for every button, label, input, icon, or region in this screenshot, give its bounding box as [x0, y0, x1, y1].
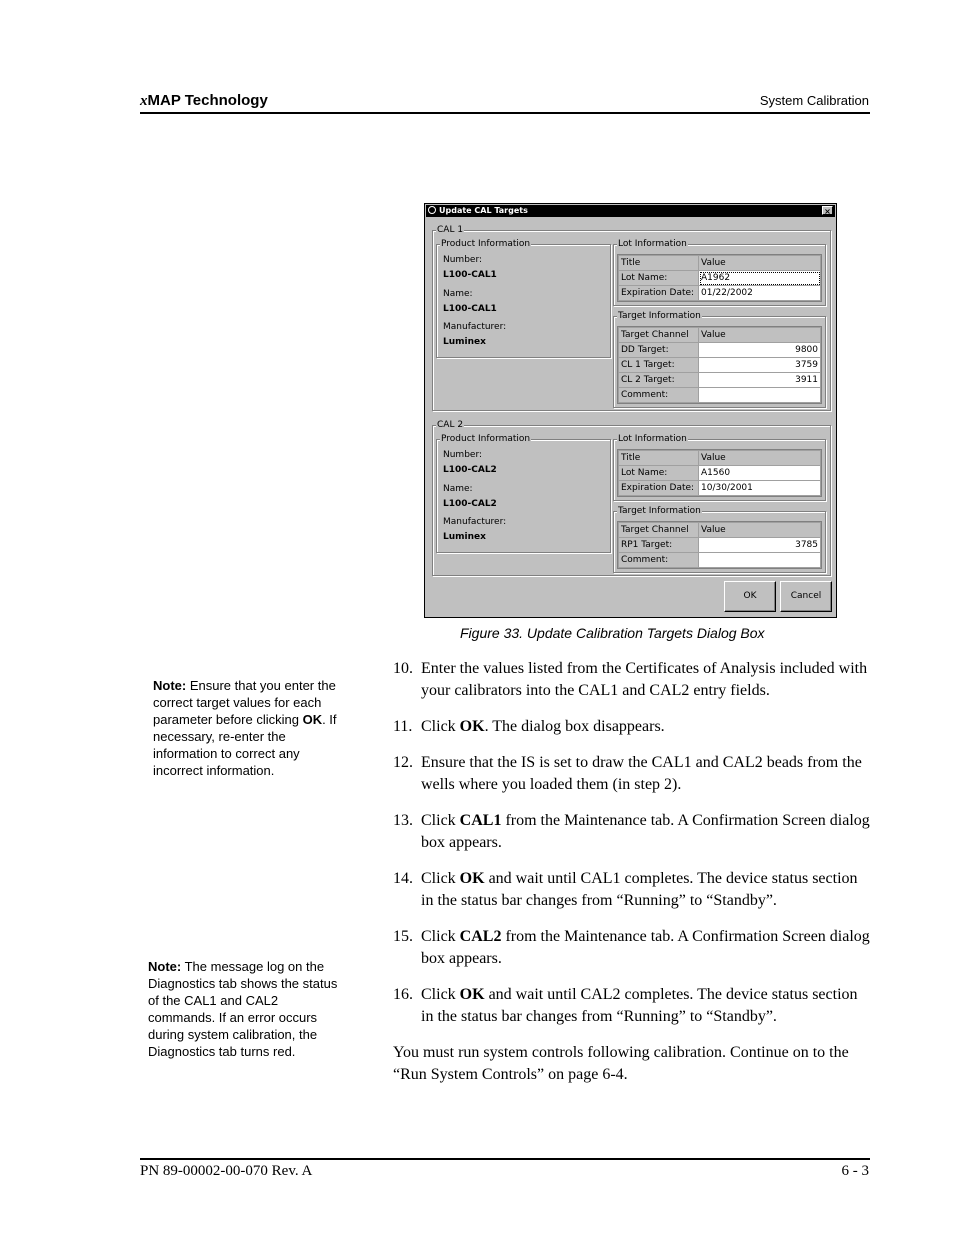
cal2-product-info-label: Product Information: [441, 434, 531, 444]
cal2-lot-grid: [617, 449, 822, 497]
app-icon: [428, 206, 436, 214]
step-item: [393, 868, 871, 912]
note2-text: The message log on the Diagnostics tab shows the status of the CAL1 and CAL2 commands. If an error occurs during system calibration, the Diagnostics tab turns red.: [148, 959, 338, 1059]
step-text: Click: [421, 928, 460, 945]
running-header-title: [140, 92, 268, 110]
cal2-product-info-group: [436, 434, 611, 553]
cal1-number-value: L100-CAL1: [443, 270, 497, 280]
step-item: [393, 984, 871, 1028]
cl2-target-label: CL 2 Target:: [619, 373, 699, 388]
step-number: 12.: [393, 754, 413, 771]
step-item: [393, 752, 871, 796]
cl1-target-label: CL 1 Target:: [619, 358, 699, 373]
cal2-lot-info-label: Lot Information: [618, 434, 687, 444]
step-bold: OK: [459, 870, 485, 887]
ok-button[interactable]: OK: [724, 581, 776, 612]
step-item: [393, 716, 871, 738]
cal2-target-info-group: [613, 506, 826, 573]
cal1-comment-label: Comment:: [619, 388, 699, 403]
cal1-manufacturer-label: Manufacturer:: [443, 322, 507, 332]
procedure-steps: [393, 658, 871, 1086]
cal2-group: [432, 420, 831, 576]
cal2-name-label: Name:: [443, 484, 473, 494]
cal1-product-info-group: [436, 239, 611, 358]
step-text-after: from the Maintenance tab. A Confirmation Screen dialog box appears.: [421, 928, 870, 967]
step-bold: OK: [459, 986, 485, 1003]
figure-caption: Figure 33. Update Calibration Targets Dialog Box: [460, 625, 765, 641]
cal1-target-grid: [617, 326, 822, 404]
cal1-lot-grid: [617, 254, 822, 302]
step-number: 13.: [393, 812, 413, 829]
note1-lead: Note:: [153, 678, 187, 693]
cal2-target-info-label: Target Information: [618, 506, 701, 516]
cl2-target-cell[interactable]: 3911: [699, 373, 821, 388]
cal1-product-info-label: Product Information: [441, 239, 531, 249]
cal2-comment-cell[interactable]: [699, 553, 821, 568]
step-text: Click: [421, 986, 460, 1003]
step-text-after: and wait until CAL2 completes. The device status section in the status bar changes from “Running” to “Standby”.: [421, 986, 858, 1025]
rp1-target-cell[interactable]: 3785: [699, 538, 821, 553]
note2-lead: Note:: [148, 959, 182, 974]
step-text-after: and wait until CAL1 completes. The device status section in the status bar changes from “Running” to “Standby”.: [421, 870, 858, 909]
step-bold: OK: [459, 718, 485, 735]
step-item: [393, 926, 871, 970]
cal1-name-value: L100-CAL1: [443, 304, 497, 314]
step-item: [393, 810, 871, 854]
lot-name-cell[interactable]: A1962: [699, 271, 821, 286]
cl1-target-cell[interactable]: 3759: [699, 358, 821, 373]
footer-page-number: 6 - 3: [841, 1163, 869, 1179]
lot-name-label: Lot Name:: [619, 271, 699, 286]
note1-text-1: Ensure that you enter the correct target values for each parameter before clicking: [153, 678, 336, 727]
step-number: 11.: [393, 718, 413, 735]
cal1-group-label: CAL 1: [437, 225, 464, 235]
expiration-date-cell[interactable]: 01/22/2002: [699, 286, 821, 301]
dialog-title-bar: [426, 205, 835, 217]
cal2-number-value: L100-CAL2: [443, 465, 497, 475]
close-icon[interactable]: ×: [822, 206, 833, 215]
step-bold: CAL1: [459, 812, 502, 829]
update-cal-targets-dialog: [424, 203, 837, 618]
step-text: Ensure that the IS is set to draw the CAL1 and CAL2 beads from the wells where you loaded them (in step 2).: [421, 754, 862, 793]
cal2-group-label: CAL 2: [437, 420, 464, 430]
note1-text-2: . If necessary, re-enter the information to correct any incorrect information.: [153, 712, 337, 778]
cal1-name-label: Name:: [443, 289, 473, 299]
dd-target-label: DD Target:: [619, 343, 699, 358]
step-text: Enter the values listed from the Certificates of Analysis included with your calibrators into the CAL1 and CAL2 entry fields.: [421, 660, 868, 699]
dd-target-cell[interactable]: 9800: [699, 343, 821, 358]
cal2-comment-label: Comment:: [619, 553, 699, 568]
cal2-number-label: Number:: [443, 450, 483, 460]
lot-name-cell[interactable]: A1560: [699, 466, 821, 481]
lot-name-label: Lot Name:: [619, 466, 699, 481]
cal1-lot-info-group: [613, 239, 826, 306]
step-text: Click: [421, 812, 460, 829]
step-number: 14.: [393, 870, 413, 887]
target-header-channel: Target Channel: [619, 328, 699, 343]
rp1-target-label: RP1 Target:: [619, 538, 699, 553]
lot-header-title: Title: [619, 451, 699, 466]
cal1-target-info-label: Target Information: [618, 311, 701, 321]
header-title-prefix: x: [140, 93, 148, 109]
step-text: Click: [421, 718, 460, 735]
expiration-date-label: Expiration Date:: [619, 481, 699, 496]
lot-header-value: Value: [699, 451, 821, 466]
lot-header-title: Title: [619, 256, 699, 271]
cal2-target-grid: [617, 521, 822, 569]
running-header-section: System Calibration: [759, 93, 869, 108]
note-message-log: [148, 958, 346, 1060]
step-text: Click: [421, 870, 460, 887]
step-item: [393, 658, 871, 702]
target-header-channel: Target Channel: [619, 523, 699, 538]
header-title-rest: MAP Technology: [147, 92, 268, 109]
cal1-lot-info-label: Lot Information: [618, 239, 687, 249]
dialog-title: Update CAL Targets: [439, 206, 528, 215]
cal1-target-info-group: [613, 311, 826, 408]
lot-header-value: Value: [699, 256, 821, 271]
cal2-manufacturer-value: Luminex: [443, 532, 486, 542]
footer-rule: [140, 1158, 870, 1160]
cal1-comment-cell[interactable]: [699, 388, 821, 403]
closing-paragraph: You must run system controls following calibration. Continue on to the “Run System Controls” on page 6-4.: [393, 1044, 849, 1083]
step-bold: CAL2: [459, 928, 502, 945]
target-header-value: Value: [699, 523, 821, 538]
step-number: 10.: [393, 660, 413, 677]
step-number: 16.: [393, 986, 413, 1003]
cal2-name-value: L100-CAL2: [443, 499, 497, 509]
footer-part-number: PN 89-00002-00-070 Rev. A: [140, 1163, 313, 1179]
note1-bold: OK: [302, 712, 323, 727]
step-number: 15.: [393, 928, 413, 945]
expiration-date-cell[interactable]: 10/30/2001: [699, 481, 821, 496]
cal1-group: [432, 225, 831, 411]
step-text-after: from the Maintenance tab. A Confirmation Screen dialog box appears.: [421, 812, 870, 851]
step-text-after: . The dialog box disappears.: [484, 718, 665, 735]
cal2-manufacturer-label: Manufacturer:: [443, 517, 507, 527]
target-header-value: Value: [699, 328, 821, 343]
cal2-lot-info-group: [613, 434, 826, 501]
note-target-values: [153, 677, 348, 779]
header-rule: [140, 112, 870, 114]
cancel-button[interactable]: Cancel: [780, 581, 832, 612]
cal1-manufacturer-value: Luminex: [443, 337, 486, 347]
expiration-date-label: Expiration Date:: [619, 286, 699, 301]
cal1-number-label: Number:: [443, 255, 483, 265]
